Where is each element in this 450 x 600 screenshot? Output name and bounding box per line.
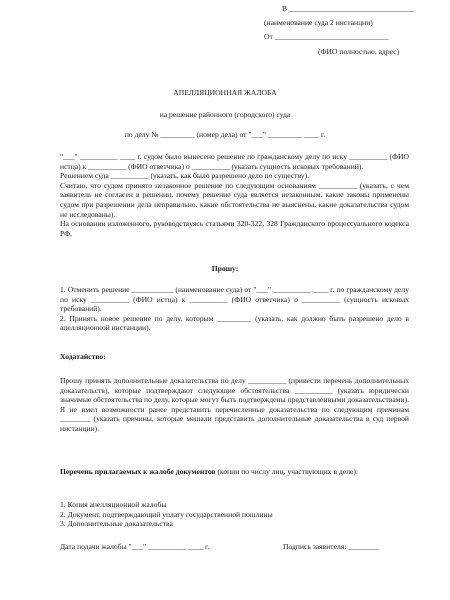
motion-text: Прошу принять дополнительные доказательства по делу __________ (привести перечень дополнительных доказательств), которые подтверждают следующие обстоятельства __________ (указать юридически значимые обстоятельства по делу, которые могут быть подтверждены представленными доказательствами). Я не имел возможности ранее представить перечисленные доказательства по следующим причинам ________ (указать причины, которые мешали представить дополнительные доказательства в суд первой инстанции). xyxy=(60,376,409,433)
body-paragraph: На основании изложенного, руководствуясь статьями 320-322, 328 Гражданского процессуального кодекса РФ, xyxy=(60,219,409,238)
sender-line: От ______________________________ xyxy=(264,32,389,41)
document-title: АПЕЛЛЯЦИОННАЯ ЖАЛОБА xyxy=(173,88,277,97)
attachments-note: (копии по числу лиц, участвующих в деле): xyxy=(215,467,359,476)
request-list xyxy=(60,285,409,333)
body-text xyxy=(60,152,409,238)
document-subtitle: на решение районного (городского) суда xyxy=(159,110,291,119)
addressee-line: В _________________________________ xyxy=(282,4,415,13)
applicant-signature: Подпись заявителя: ________ xyxy=(283,542,379,551)
sender-hint: (ФИО полностью, адрес) xyxy=(318,47,400,56)
attachment-item: 2. Документ, подтверждающий уплату государственной пошлины xyxy=(60,509,273,519)
submission-date: Дата подачи жалобы "___" __________ ____ г. xyxy=(60,542,210,551)
body-paragraph: Решением суда __________ (указать, как было разрешено дело по существу). xyxy=(60,171,310,181)
request-item: 1. Отменить решение ___________ (наименование суда) от "___" __________ ____ г. по гражданскому делу по иску __________ (ФИО истца) к __________ (ФИО ответчика) о __________ (сущность исковых требований). xyxy=(60,285,409,314)
case-number: по делу № _________ (номер дела) от "___" _________ ____ г. xyxy=(124,130,326,139)
attachments-intro xyxy=(60,467,409,477)
request-item: 2. Принять новое решение по делу, которым _________ (указать, как должно быть разрешено дело в апелляционной инстанции). xyxy=(60,313,409,333)
attachment-item: 3. Дополнительные доказательства xyxy=(60,519,173,529)
body-paragraph: "___" __________ ____ г. судом было вынесено решение по гражданскому делу по иску __________ (ФИО истца) к __________ (ФИО ответчика) о __________ (указать сущность исковых требований). xyxy=(60,152,409,171)
attachments-list xyxy=(60,500,273,529)
addressee-hint: (наименование суда 2 инстанции) xyxy=(264,18,373,27)
motion-heading: Ходатайство: xyxy=(60,352,106,361)
body-paragraph: Считаю, что судом принято незаконное решение по следующим основаниям __________ (указать, с чем заявитель не согласен в решении, почему решение суда является незаконным, какие законы применены судом при разрешении дела неправильно, какие обстоятельства не выяснены, какие доказательства судом не исследованы). xyxy=(60,180,409,219)
attachments-heading: Перечень прилагаемых к жалобе документов xyxy=(60,467,216,476)
request-heading: Прошу: xyxy=(211,264,239,273)
attachment-item: 1. Копия апелляционной жалобы xyxy=(60,500,167,509)
